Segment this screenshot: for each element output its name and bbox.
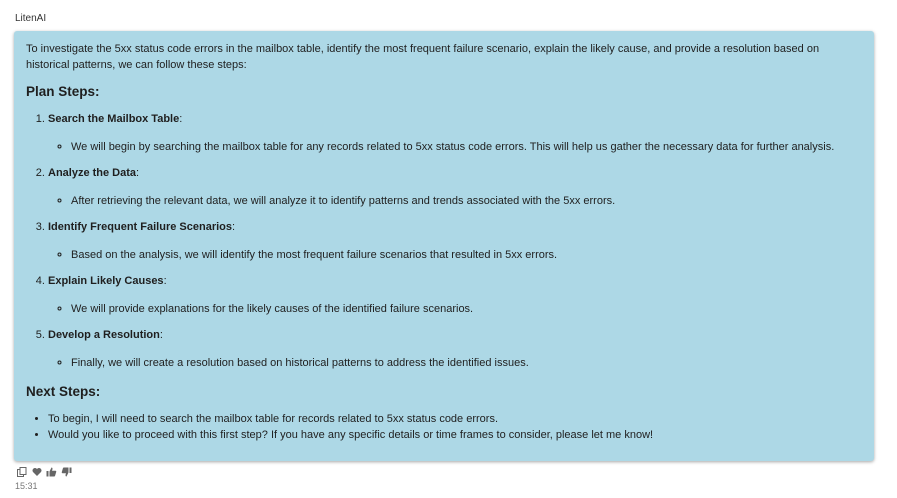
- intro-text: To investigate the 5xx status code errors in the mailbox table, identify the most frequent failure scenario, explain the likely cause, and provide a resolution based on historical patterns, we can follow these steps:: [26, 43, 820, 71]
- plan-step: 1. Search the Mailbox Table: ◦ We will begin by searching the mailbox table for any records related to 5xx status code errors. This will help us gather the necessary data for further analysis.: [48, 111, 862, 155]
- message-timestamp: 15:31: [15, 481, 38, 491]
- sender-name: LitenAI: [15, 13, 47, 24]
- plan-step-title: Analyze the Data: [48, 167, 137, 179]
- plan-step-detail: ◦ Based on the analysis, we will identify the most frequent failure scenarios that resulted in 5xx errors.: [71, 247, 862, 263]
- plan-heading: Plan Steps:: [26, 84, 100, 99]
- thumbs-down-icon[interactable]: [61, 466, 72, 477]
- plan-step-detail: ◦ Finally, we will create a resolution based on historical patterns to address the identified issues.: [71, 355, 862, 371]
- plan-step: 2. Analyze the Data: ◦ After retrieving the relevant data, we will analyze it to identify patterns and trends associated with the 5xx errors.: [48, 165, 862, 209]
- message-bubble: [14, 31, 874, 461]
- next-step-item: • Would you like to proceed with this first step? If you have any specific details or time frames to consider, please let me know!: [48, 427, 862, 443]
- next-steps-heading: Next Steps:: [26, 384, 101, 399]
- heart-icon[interactable]: [31, 466, 42, 477]
- plan-step-title: Search the Mailbox Table: [48, 113, 180, 125]
- plan-step-title: Identify Frequent Failure Scenarios: [48, 221, 232, 233]
- plan-steps-list: [26, 111, 862, 371]
- plan-step-title: Develop a Resolution: [48, 329, 160, 341]
- plan-step-title: Explain Likely Causes: [48, 275, 164, 287]
- thumbs-up-icon[interactable]: [46, 466, 57, 477]
- next-step-item: • To begin, I will need to search the mailbox table for records related to 5xx status code errors.: [48, 411, 862, 427]
- next-steps-list: [26, 411, 862, 443]
- plan-step: 4. Explain Likely Causes: ◦ We will provide explanations for the likely causes of the identified failure scenarios.: [48, 273, 862, 317]
- copy-icon[interactable]: [16, 466, 27, 477]
- message-actions: [16, 466, 72, 477]
- plan-step-detail: ◦ We will provide explanations for the likely causes of the identified failure scenarios.: [71, 301, 862, 317]
- plan-step-detail: ◦ We will begin by searching the mailbox table for any records related to 5xx status code errors. This will help us gather the necessary data for further analysis.: [71, 139, 862, 155]
- plan-step-detail: ◦ After retrieving the relevant data, we will analyze it to identify patterns and trends associated with the 5xx errors.: [71, 193, 862, 209]
- plan-step: 3. Identify Frequent Failure Scenarios: ◦ Based on the analysis, we will identify the most frequent failure scenarios that resulted in 5xx errors.: [48, 219, 862, 263]
- plan-step: 5. Develop a Resolution: ◦ Finally, we will create a resolution based on historical patterns to address the identified issues.: [48, 327, 862, 371]
